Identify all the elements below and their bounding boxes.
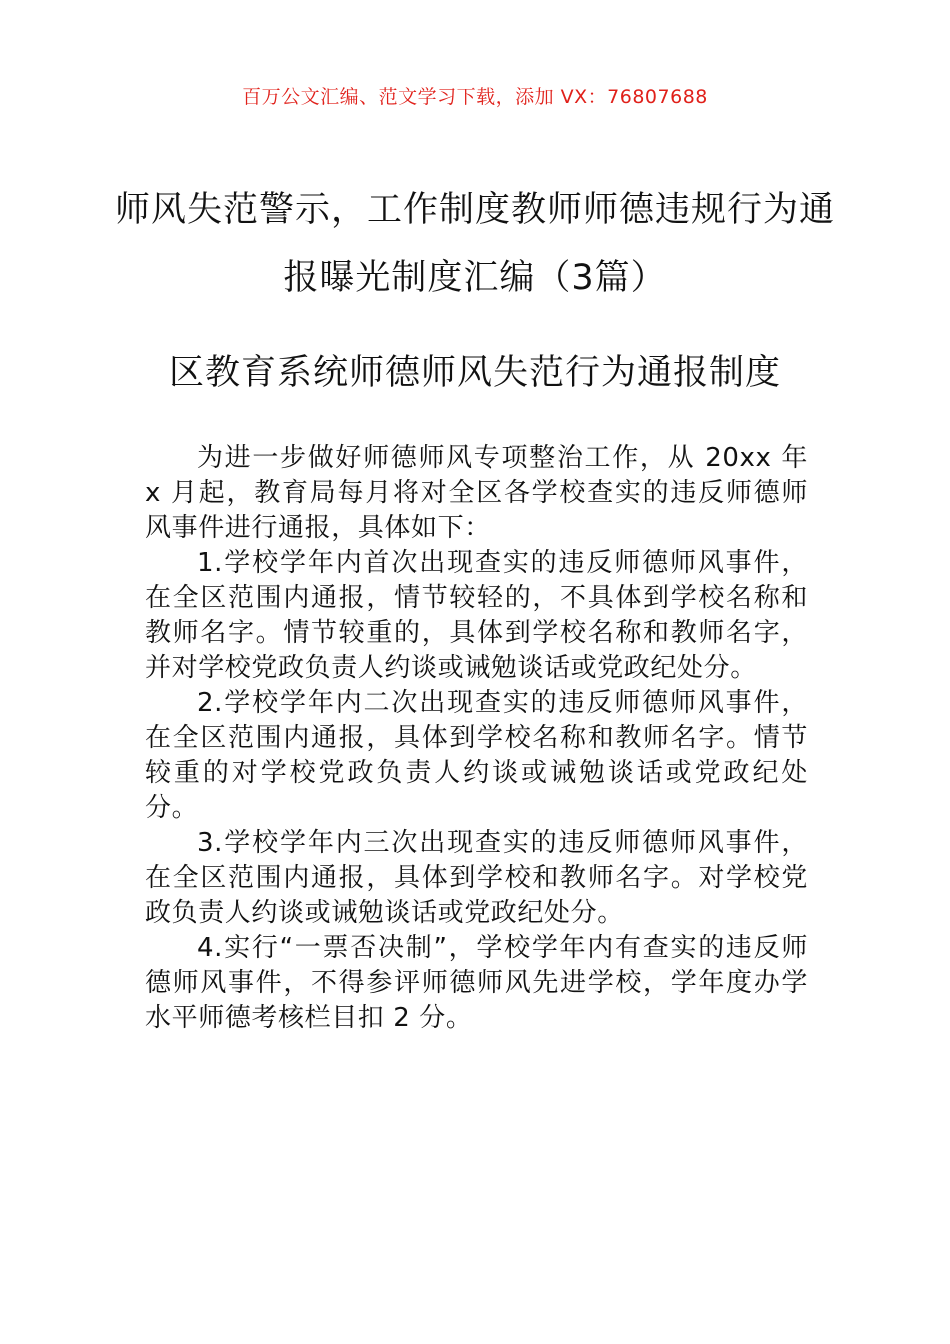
section-title: 区教育系统师德师风失范行为通报制度 xyxy=(168,353,781,393)
intro-paragraph: 为进一步做好师德师风专项整治工作，从 20xx 年 x 月起，教育局每月将对全区各学校查实的违反师德师风事件进行通报，具体如下： xyxy=(145,443,808,543)
rule-paragraph-1: 1.学校学年内首次出现查实的违反师德师风事件，在全区范围内通报，情节较轻的，不具体到学校名称和教师名字。情节较重的，具体到学校名称和教师名字，并对学校党政负责人约谈或诫勉谈话或党政纪处分。 xyxy=(145,548,808,683)
header-note: 百万公文汇编、范文学习下载，添加 VX：76807688 xyxy=(242,86,708,108)
document-body xyxy=(145,441,808,1036)
rule-paragraph-2: 2.学校学年内二次出现查实的违反师德师风事件，在全区范围内通报，具体到学校名称和教师名字。情节较重的对学校党政负责人约谈或诫勉谈话或党政纪处分。 xyxy=(145,688,808,823)
rule-paragraph-3: 3.学校学年内三次出现查实的违反师德师风事件，在全区范围内通报，具体到学校和教师名字。对学校党政负责人约谈或诫勉谈话或党政纪处分。 xyxy=(145,828,808,928)
document-title: 师风失范警示，工作制度教师师德违规行为通报曝光制度汇编（3篇） xyxy=(114,190,835,298)
rule-paragraph-4: 4.实行“一票否决制”，学校学年内有查实的违反师德师风事件，不得参评师德师风先进学校，学年度办学水平师德考核栏目扣 2 分。 xyxy=(145,933,808,1033)
